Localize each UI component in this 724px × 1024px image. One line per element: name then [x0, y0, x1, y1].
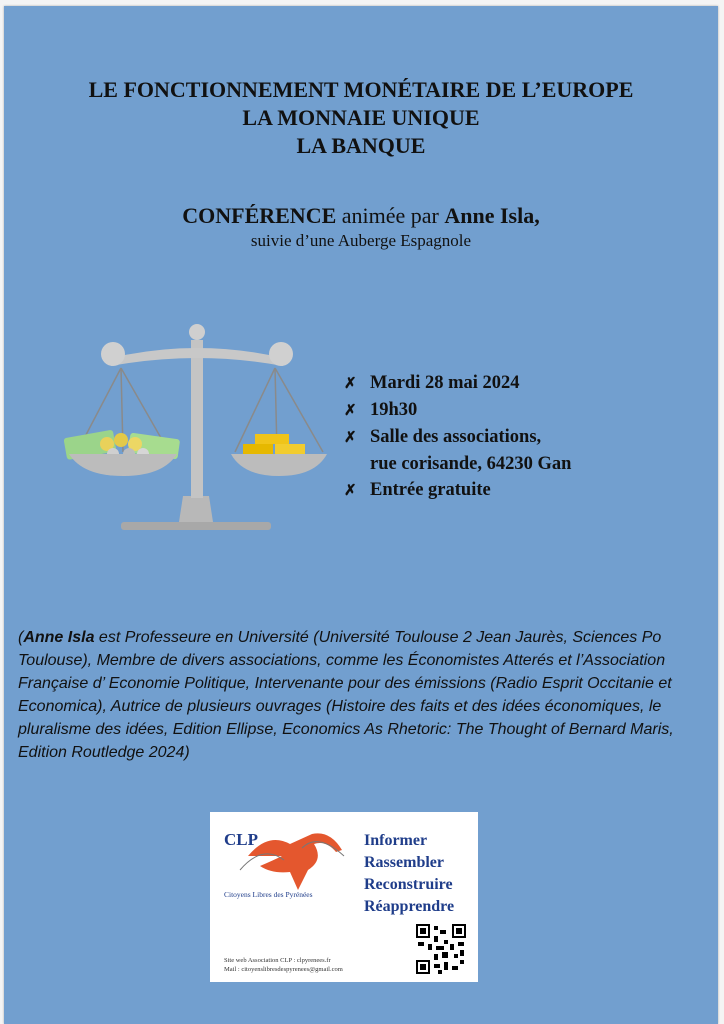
- title-line-3: LA BANQUE: [296, 133, 426, 158]
- venue-line-1: Salle des associations,: [370, 427, 542, 447]
- motto-words: [364, 830, 454, 918]
- speaker-name: Anne Isla,: [444, 203, 540, 228]
- bullet-cross-icon: ✗: [344, 376, 357, 392]
- website-text: Site web Association CLP : clpyrenees.fr: [224, 957, 331, 964]
- conference-block: [4, 202, 718, 252]
- bio-text: est Professeure en Université (Université Toulouse 2 Jean Jaurès, Sciences Po Toulouse), Membre de divers associations, comme les Économistes Atterés et l’Association Française d’ Economie Politique, Intervenante pour des émissions (Radio Esprit Occitanie et Economica), Autrice de plusieurs ouvrages (Histoire des faits et des idées économiques, le pluralisme des idées, Edition Ellipse, Economics As Rhetoric: The Thought of Bernard Maris, Edition Routledge 2024): [18, 629, 674, 761]
- speaker-bio: [18, 626, 708, 764]
- time-text: 19h30: [370, 400, 418, 420]
- logo-footer: [224, 956, 343, 974]
- motto-reapprendre: Réapprendre: [364, 898, 455, 915]
- org-name: Citoyens Libres des Pyrénées: [224, 890, 313, 899]
- title-block: [4, 76, 718, 160]
- entry-text: Entrée gratuite: [370, 480, 491, 500]
- bullet-cross-icon: ✗: [344, 403, 357, 419]
- clp-logo-card: [210, 812, 478, 982]
- detail-venue: [344, 424, 571, 451]
- clp-acronym: CLP: [224, 830, 258, 849]
- venue-line-2: rue corisande, 64230 Gan: [370, 454, 572, 474]
- title-line-2: LA MONNAIE UNIQUE: [242, 105, 480, 130]
- qr-code-icon[interactable]: [416, 924, 466, 974]
- mail-text: Mail : citoyenslibresdespyrenees@gmail.com: [224, 966, 343, 973]
- motto-informer: Informer: [364, 832, 428, 849]
- bio-open-paren: (: [18, 629, 24, 646]
- motto-reconstruire: Reconstruire: [364, 876, 453, 893]
- detail-time: [344, 397, 571, 424]
- bio-speaker-name: Anne Isla: [23, 629, 95, 646]
- conference-by: animée par: [336, 203, 445, 228]
- detail-date: [344, 370, 571, 397]
- poster: [4, 6, 718, 1024]
- event-details: [344, 370, 571, 504]
- motto-rassembler: Rassembler: [364, 854, 444, 871]
- title-line-1: LE FONCTIONNEMENT MONÉTAIRE DE L’EUROPE: [88, 77, 634, 102]
- bird-icon: [238, 826, 348, 896]
- date-text: Mardi 28 mai 2024: [370, 373, 520, 393]
- conference-label: CONFÉRENCE: [182, 203, 337, 228]
- bullet-cross-icon: ✗: [344, 430, 357, 446]
- balance-scale-icon: [59, 316, 329, 536]
- conference-subtitle: suivie d’une Auberge Espagnole: [250, 231, 472, 250]
- bullet-cross-icon: ✗: [344, 483, 357, 499]
- detail-entry: [344, 477, 571, 504]
